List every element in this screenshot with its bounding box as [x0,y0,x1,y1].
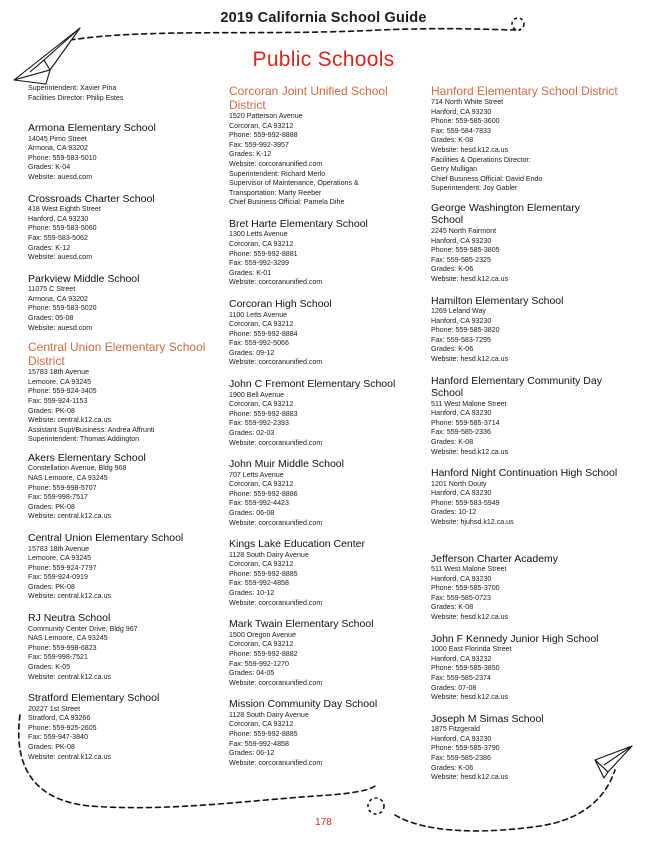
district-listing [431,84,631,194]
website-line: Website: corcoranunified.com [229,159,323,168]
grades-line: Grades: 10-12 [229,589,275,598]
phone-line: Phone: 559-583-5060 [28,224,97,233]
grades-line: Grades: K-08 [431,136,474,145]
address-line: 1875 Fitzgerald [431,725,480,734]
address-line: 1900 Bell Avenue [229,390,285,399]
fax-line: Fax: 559-585-2336 [431,428,491,437]
contact-line: Facilities & Operations Director: [431,155,531,164]
school-name: Stratford Elementary School [28,692,160,705]
address-line: Hanford, CA 93230 [431,236,492,245]
website-line: Website: corcoranunified.com [229,438,323,447]
contact-line: Supervisor of Maintenance, Operations & [229,179,359,188]
address-line: Corcoran, CA 93212 [229,320,294,329]
school-name: Hanford Elementary Community Day School [431,374,602,400]
address-line: 511 West Malone Street [431,565,507,574]
address-line: 14045 Pimo Street [28,134,87,143]
school-name: John Muir Middle School [229,458,344,471]
fax-line: Fax: 559-992-4858 [229,739,289,748]
school-column-2 [229,84,421,768]
fax-line: Fax: 559-992-4423 [229,499,289,508]
address-line: Corcoran, CA 93212 [229,480,294,489]
school-name: Joseph M Simas School [431,712,544,725]
address-line: Lemoore, CA 93245 [28,554,92,563]
address-line: Hanford, CA 93230 [431,316,492,325]
phone-line: Phone: 559-583-5010 [28,153,97,162]
address-line: 11075 C Street [28,285,76,294]
address-line: Community Center Drive, Bldg 967 [28,624,138,633]
school-listing [229,698,421,768]
fax-line: Fax: 559-585-2325 [431,255,491,264]
address-line: Lemoore, CA 93245 [28,377,92,386]
school-listing [229,538,421,608]
school-name: Crossroads Charter School [28,192,155,205]
website-line: Website: auesd.com [28,173,93,182]
website-line: Website: hesd.k12.ca.us [431,613,509,622]
address-line: 418 West Eighth Street [28,205,101,214]
address-line: 1100 Letts Avenue [229,310,288,319]
address-line: Facilities Director: Philip Estes [28,93,124,102]
grades-line: Grades: 07-08 [431,683,477,692]
fax-line: Fax: 559-998-7521 [28,653,88,662]
website-line: Website: central.k12.ca.us [28,416,112,425]
address-line: Hanford, CA 93230 [431,574,492,583]
contact-line: Chief Business Official: David Endo [431,174,543,183]
address-line: 15783 18th Avenue [28,544,90,553]
address-line: 511 West Malone Street [431,399,507,408]
school-listing [431,202,631,285]
grades-line: Grades: K-12 [229,150,272,159]
address-line: Armona, CA 93202 [28,144,88,153]
grades-line: Grades: K-12 [28,243,71,252]
address-line: NAS Lemoore, CA 93245 [28,634,108,643]
grades-line: Grades: PK-08 [28,502,75,511]
fax-line: Fax: 559-583-5062 [28,233,88,242]
school-listing [28,122,220,182]
phone-line: Phone: 559-585-3714 [431,418,500,427]
school-listing [431,633,631,703]
website-line: Website: auesd.com [28,323,93,332]
district-name: Hanford Elementary School District [431,84,618,98]
address-line: Hanford, CA 93232 [431,654,492,663]
address-line: Hanford, CA 93230 [431,107,492,116]
phone-line: Phone: 559-992-8884 [229,329,298,338]
school-listing [28,273,220,333]
address-line: Superintendent: Xavier Pina [28,84,117,92]
school-listing [28,532,220,602]
grades-line: Grades: K-01 [229,268,272,277]
school-name: Hanford Night Continuation High School [431,467,618,480]
school-name: John C Fremont Elementary School [229,378,396,391]
grades-line: Grades: PK-08 [28,743,75,751]
phone-line: Phone: 559-585-3805 [431,246,500,255]
address-line: 707 Letts Avenue [229,470,284,479]
website-line: Website: hesd.k12.ca.us [431,773,509,782]
school-listing [431,467,631,527]
fax-line: Fax: 559-992-4858 [229,579,289,588]
website-line: Website: central.k12.ca.us [28,752,112,761]
fax-line: Fax: 559-585-2386 [431,754,491,762]
school-name: Armona Elementary School [28,122,156,135]
school-column-1 [28,84,220,762]
district-name: Corcoran Joint Unified School District [229,84,388,112]
school-listing [431,713,631,783]
grades-line: Grades: 06-08 [229,509,275,517]
contact-line: Superintendent: Thomas Addington [28,435,140,444]
grades-line: Grades: K-06 [431,265,474,274]
school-listing [28,452,220,522]
school-listing [229,618,421,688]
grades-line: Grades: 10-12 [431,508,477,517]
school-name: Parkview Middle School [28,272,140,285]
school-listing [28,612,220,682]
phone-line: Phone: 559-992-8886 [229,489,298,498]
address-line: 1269 Leland Way [431,307,486,315]
website-line: Website: corcoranunified.com [229,678,323,687]
school-listing [229,298,421,368]
address-line: Stratford, CA 93266 [28,714,91,723]
contact-line: Gerry Mulligan [431,165,478,174]
address-line: 20227 1st Street [28,704,81,713]
address-line: 1128 South Dairy Avenue [229,550,309,559]
address-line: Hanford, CA 93230 [431,409,492,418]
address-line: 1500 Oregon Avenue [229,630,296,639]
website-line: Website: corcoranunified.com [229,278,323,287]
website-line: Website: auesd.com [28,253,93,262]
school-listing [431,553,631,623]
grades-line: Grades: PK-08 [28,582,75,591]
grades-line: Grades: 02-03 [229,428,275,437]
phone-line: Phone: 559-583-5949 [431,498,500,507]
website-line: Website: hesd.k12.ca.us [431,354,509,363]
address-line: 1201 North Douty [431,479,487,488]
school-name: Akers Elementary School [28,451,146,464]
school-listing [431,295,631,365]
contact-line: Superintendent: Joy Gabler [431,184,518,193]
address-line: 1520 Patterson Avenue [229,112,303,120]
address-line: Corcoran, CA 93212 [229,560,294,569]
fax-line: Fax: 559-998-7517 [28,493,88,502]
contact-line: Superintendent: Richard Merlo [229,169,326,178]
address-line: Constellation Avenue, Bldg 968 [28,464,127,473]
phone-line: Phone: 559-992-8885 [229,569,298,578]
website-line: Website: hesd.k12.ca.us [431,693,509,702]
grades-line: Grades: K-06 [431,345,474,354]
school-column-3 [431,84,631,783]
phone-line: Phone: 559-585-3700 [431,584,500,593]
address-line: Hanford, CA 93230 [431,734,492,743]
fax-line: Fax: 559-992-1270 [229,659,289,668]
fax-line: Fax: 559-947-3840 [28,733,88,742]
school-name: Jefferson Charter Academy [431,552,559,565]
website-line: Website: corcoranunified.com [229,758,323,767]
district-listing [28,340,220,445]
phone-line: Phone: 559-585-3850 [431,664,500,673]
contact-line: Assistant Supt/Business: Andrea Affrunti [28,425,155,434]
fax-line: Fax: 559-992-5066 [229,339,289,348]
address-line: 2245 North Fairmont [431,226,497,235]
address-line: Corcoran, CA 93212 [229,240,294,249]
school-name: Mission Community Day School [229,698,378,711]
phone-line: Phone: 559-585-3600 [431,117,500,126]
website-line: Website: corcoranunified.com [229,518,323,527]
website-line: Website: central.k12.ca.us [28,592,112,601]
school-name: Corcoran High School [229,298,332,310]
fax-line: Fax: 559-924-1153 [28,396,88,405]
website-line: Website: corcoranunified.com [229,598,323,607]
phone-line: Phone: 559-998-5707 [28,483,97,492]
website-line: Website: hesd.k12.ca.us [431,274,509,283]
school-listing [229,378,421,448]
grades-line: Grades: K-08 [431,437,474,446]
phone-line: Phone: 559-992-8882 [229,649,298,658]
phone-line: Phone: 559-992-8883 [229,409,298,418]
address-line: Armona, CA 93202 [28,294,88,303]
grades-line: Grades: K-04 [28,163,71,172]
school-name: Central Union Elementary School [28,532,184,544]
school-listing [28,692,220,762]
website-line: Website: hjuhsd.k12.ca.us [431,518,514,526]
website-line: Website: central.k12.ca.us [28,512,112,521]
fax-line: Fax: 559-992-3957 [229,140,289,149]
website-line: Website: corcoranunified.com [229,358,323,367]
fax-line: Fax: 559-585-2374 [431,673,491,682]
phone-line: Phone: 559-992-8888 [229,131,298,140]
fax-line: Fax: 559-585-0723 [431,593,491,602]
district-listing [229,84,421,208]
grades-line: Grades: 04-05 [229,669,275,678]
address-line: Hanford, CA 93230 [431,489,492,498]
school-listing [229,458,421,528]
website-line: Website: central.k12.ca.us [28,672,112,681]
grades-line: Grades: PK-08 [28,406,75,415]
address-line: 714 North White Street [431,98,504,106]
fax-line: Fax: 559-992-3299 [229,259,289,268]
district-name: Central Union Elementary School District [28,340,206,369]
address-line: Hanford, CA 93230 [28,214,89,223]
school-name: John F Kennedy Junior High School [431,632,599,645]
phone-line: Phone: 559-925-2605 [28,723,97,732]
grades-line: Grades: 06-12 [229,749,275,758]
school-name: Hamilton Elementary School [431,294,564,307]
fax-line: Fax: 559-584-7833 [431,126,491,135]
grades-line: Grades: 05-08 [28,314,74,322]
phone-line: Phone: 559-992-8881 [229,249,298,258]
guide-title: 2019 California School Guide [220,10,427,26]
phone-line: Phone: 559-585-3790 [431,744,500,753]
phone-line: Phone: 559-924-3405 [28,387,97,396]
school-name: George Washington Elementary School [431,201,581,227]
website-line: Website: hesd.k12.ca.us [431,447,509,456]
fax-line: Fax: 559-583-7295 [431,335,491,344]
address-line: 1128 South Dairy Avenue [229,710,309,719]
grades-line: Grades: 09-12 [229,348,275,357]
phone-line: Phone: 559-583-5020 [28,304,97,313]
address-line: Corcoran, CA 93212 [229,640,294,649]
school-name: Kings Lake Education Center [229,538,366,551]
school-name: RJ Neutra School [28,612,111,625]
grades-line: Grades: K-06 [431,763,474,772]
school-listing [431,375,631,458]
address-line: NAS Lemoore, CA 93245 [28,474,108,483]
phone-line: Phone: 559-924-7797 [28,563,97,572]
address-line: Corcoran, CA 93212 [229,121,294,130]
school-name: Mark Twain Elementary School [229,618,374,631]
website-line: Website: hesd.k12.ca.us [431,145,509,154]
school-name: Bret Harte Elementary School [229,217,368,230]
phone-line: Phone: 559-998-6823 [28,643,97,652]
address-line: Corcoran, CA 93212 [229,400,294,409]
address-line: 15783 18th Avenue [28,368,90,377]
grades-line: Grades: K-05 [28,662,71,671]
phone-line: Phone: 559-992-8885 [229,730,298,738]
listing-entry [28,84,220,103]
contact-line: Chief Business Official: Pamela Dihe [229,198,345,207]
school-listing [229,218,421,288]
fax-line: Fax: 559-992-2393 [229,419,289,428]
school-listing [28,193,220,263]
grades-line: Grades: K-08 [431,603,474,612]
section-title: Public Schools [252,48,395,71]
page-number: 178 [315,817,332,828]
fax-line: Fax: 559-924-0919 [28,573,88,582]
phone-line: Phone: 559-585-3820 [431,326,500,335]
address-line: 1300 Letts Avenue [229,230,288,239]
address-line: Corcoran, CA 93212 [229,720,294,729]
contact-line: Transportation: Marty Reeber [229,188,322,197]
address-line: 1000 East Florinda Street [431,645,512,654]
